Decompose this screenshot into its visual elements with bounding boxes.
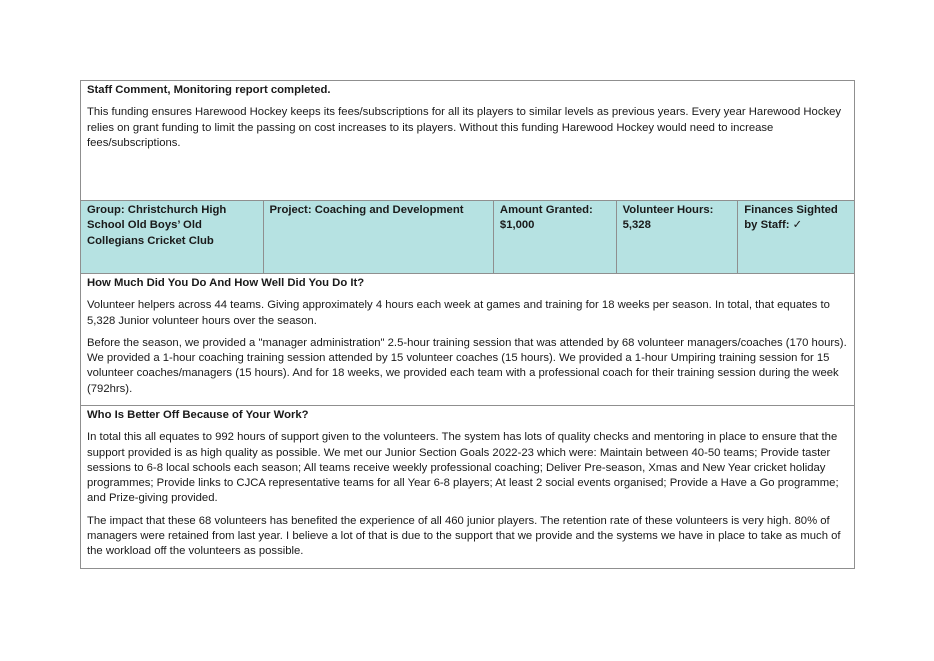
amount-granted-value: $1,000 <box>499 219 535 232</box>
volunteer-hours-label: Volunteer Hours: <box>622 204 714 216</box>
how-much-heading: How Much Did You Do And How Well Did You Do It? <box>87 277 365 289</box>
how-much-paragraph: Volunteer helpers across 44 teams. Giving approximately 4 hours each week at games and training for 18 weeks per season. In total, that equates to 5,328 Junior volunteer hours over the season. <box>87 299 830 327</box>
project-name: Project: Coaching and Development <box>269 204 464 216</box>
how-much-section <box>81 274 854 406</box>
better-off-paragraph: The impact that these 68 volunteers has benefited the experience of all 460 junior players. The retention rate of these volunteers is very high. 80% of managers were retained from last year. I believe a lot of that is due to the support that we provide and the systems we have in place to take as much of the workload off the volunteers as possible. <box>87 514 841 558</box>
staff-comment-heading: Staff Comment, Monitoring report completed. <box>87 84 331 96</box>
amount-granted-label: Amount Granted: <box>499 204 593 216</box>
amount-granted-cell <box>494 201 617 273</box>
better-off-paragraph: In total this all equates to 992 hours of support given to the volunteers. The system has lots of quality checks and mentoring in place to ensure that the support provided is as high quality as possible. We met our Junior Section Goals 2022-23 which were: Maintain between 40-50 teams; Provide taster sessions to 6-8 local schools each season; All teams receive weekly professional coaching; Deliver Pre-season, Xmas and New Year cricket holiday programmes; Provide links to CJCA representative teams for all Year 6-8 players; At least 2 social events organised; Provide a Have a Go programme; and Prize-giving provided. <box>87 431 839 505</box>
monitoring-report-table <box>80 80 855 569</box>
checkmark-icon: ✓ <box>792 219 803 232</box>
how-much-paragraph: Before the season, we provided a "manager administration" 2.5-hour training session that was attended by 68 volunteer managers/coaches (170 hours). We provided a 1-hour coaching training session attended by 15 volunteer coaches (15 hours). We provided a 1-hour Umpiring training session for 15 volunteer coaches/managers (15 hours). And for 18 weeks, we provided each team with a professional coach for their training session during the week (792hrs). <box>87 336 847 395</box>
volunteer-hours-value: 5,328 <box>622 219 651 232</box>
staff-comment-section <box>81 81 854 201</box>
better-off-section <box>81 406 854 568</box>
finances-sighted-cell <box>738 201 854 273</box>
group-name: Group: Christchurch High School Old Boys’ Old Collegians Cricket Club <box>87 204 227 247</box>
staff-comment-body: This funding ensures Harewood Hockey keeps its fees/subscriptions for all its players to similar levels as previous years. Every year Harewood Hockey relies on grant funding to limit the passing on cost increases to its players. Without this funding Harewood Hockey would need to increase fees/subscriptions. <box>87 106 842 149</box>
group-cell <box>81 201 264 273</box>
volunteer-hours-cell <box>617 201 739 273</box>
finances-sighted-label: Finances Sighted by Staff: <box>744 204 838 232</box>
better-off-heading: Who Is Better Off Because of Your Work? <box>87 409 309 421</box>
grant-info-row <box>81 201 854 274</box>
project-cell <box>264 201 494 273</box>
